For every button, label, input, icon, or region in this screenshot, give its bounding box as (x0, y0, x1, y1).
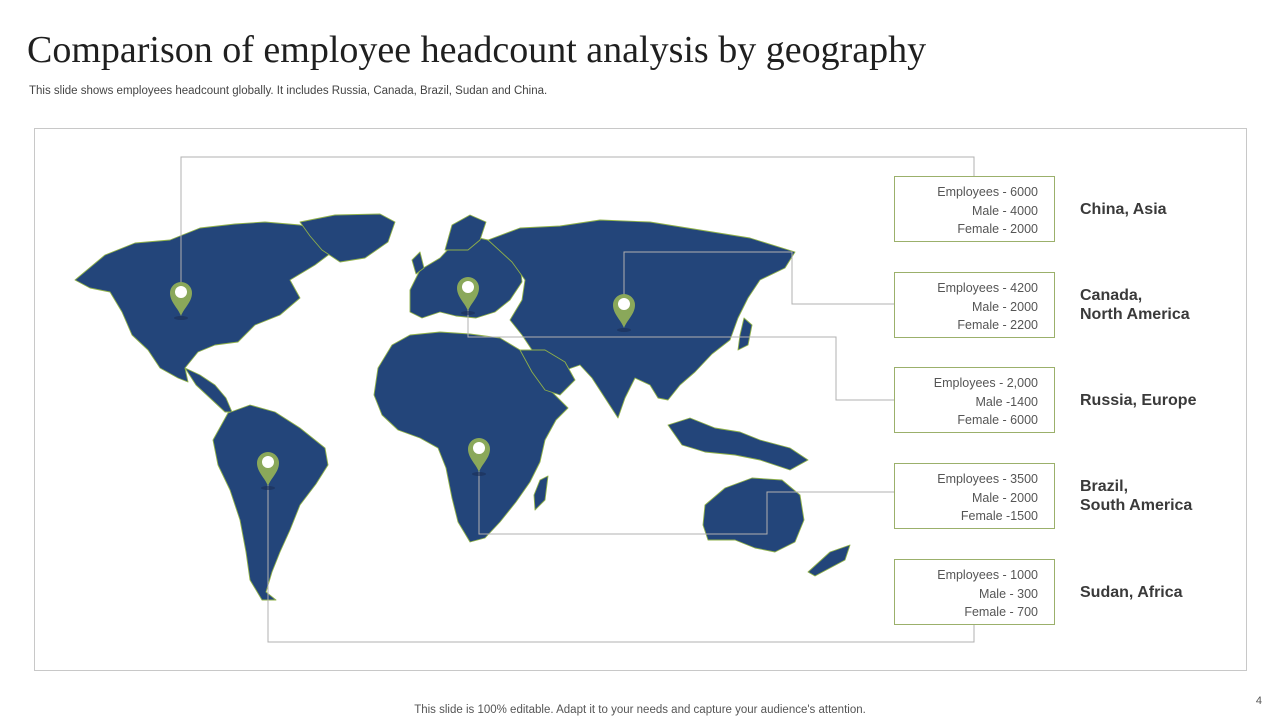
headcount-box-china (894, 176, 1055, 242)
region-label-sudan (1080, 583, 1183, 602)
female-count: Female - 2000 (957, 222, 1038, 236)
male-count: Male - 300 (978, 586, 1038, 601)
region-label-canada (1080, 286, 1190, 324)
employees-count: Employees - 4200 (937, 281, 1038, 295)
slide-subtitle: This slide shows employees headcount globally. It includes Russia, Canada, Brazil, Sudan and China. (29, 85, 548, 97)
male-count: Male -1400 (975, 394, 1038, 409)
female-count: Female - 700 (964, 605, 1038, 619)
male-count: Male - 4000 (971, 203, 1038, 218)
female-count: Female -1500 (960, 509, 1038, 523)
region-name-continent: North America (1080, 306, 1190, 323)
region-label-china (1080, 200, 1167, 219)
australia-shape (703, 478, 804, 552)
south-america-shape (213, 405, 328, 600)
new-zealand-shape (808, 545, 850, 576)
north-america-shape (75, 222, 335, 382)
region-name: Canada, (1080, 287, 1143, 304)
region-label-brazil (1080, 477, 1192, 515)
region-name: Sudan, Africa (1080, 584, 1183, 601)
headcount-box-brazil (894, 463, 1055, 529)
male-count: Male - 2000 (971, 490, 1038, 505)
japan-shape (738, 318, 752, 350)
madagascar-shape (534, 476, 548, 510)
central-america-shape (185, 368, 232, 412)
female-count: Female - 6000 (957, 413, 1038, 427)
continents (75, 214, 850, 600)
male-count: Male - 2000 (971, 299, 1038, 314)
headcount-box-russia (894, 367, 1055, 433)
connector-brazil (268, 464, 974, 642)
region-name: Russia, Europe (1080, 392, 1197, 409)
page-number: 4 (1255, 695, 1262, 707)
slide-footer: This slide is 100% editable. Adapt it to your needs and capture your audience's attention. (414, 704, 866, 716)
region-name-continent: South America (1080, 497, 1193, 514)
slide-title: Comparison of employee headcount analysis by geography (27, 29, 927, 71)
headcount-box-canada (894, 272, 1055, 338)
region-name: Brazil, (1080, 478, 1129, 495)
sea-islands-shape (668, 418, 808, 470)
female-count: Female - 2200 (957, 318, 1038, 332)
region-name: China, Asia (1080, 201, 1167, 218)
employees-count: Employees - 6000 (937, 185, 1038, 199)
region-label-russia (1080, 391, 1196, 410)
employees-count: Employees - 3500 (937, 472, 1038, 486)
employees-count: Employees - 1000 (937, 568, 1038, 582)
headcount-box-sudan (894, 559, 1055, 625)
employees-count: Employees - 2,000 (933, 376, 1038, 390)
